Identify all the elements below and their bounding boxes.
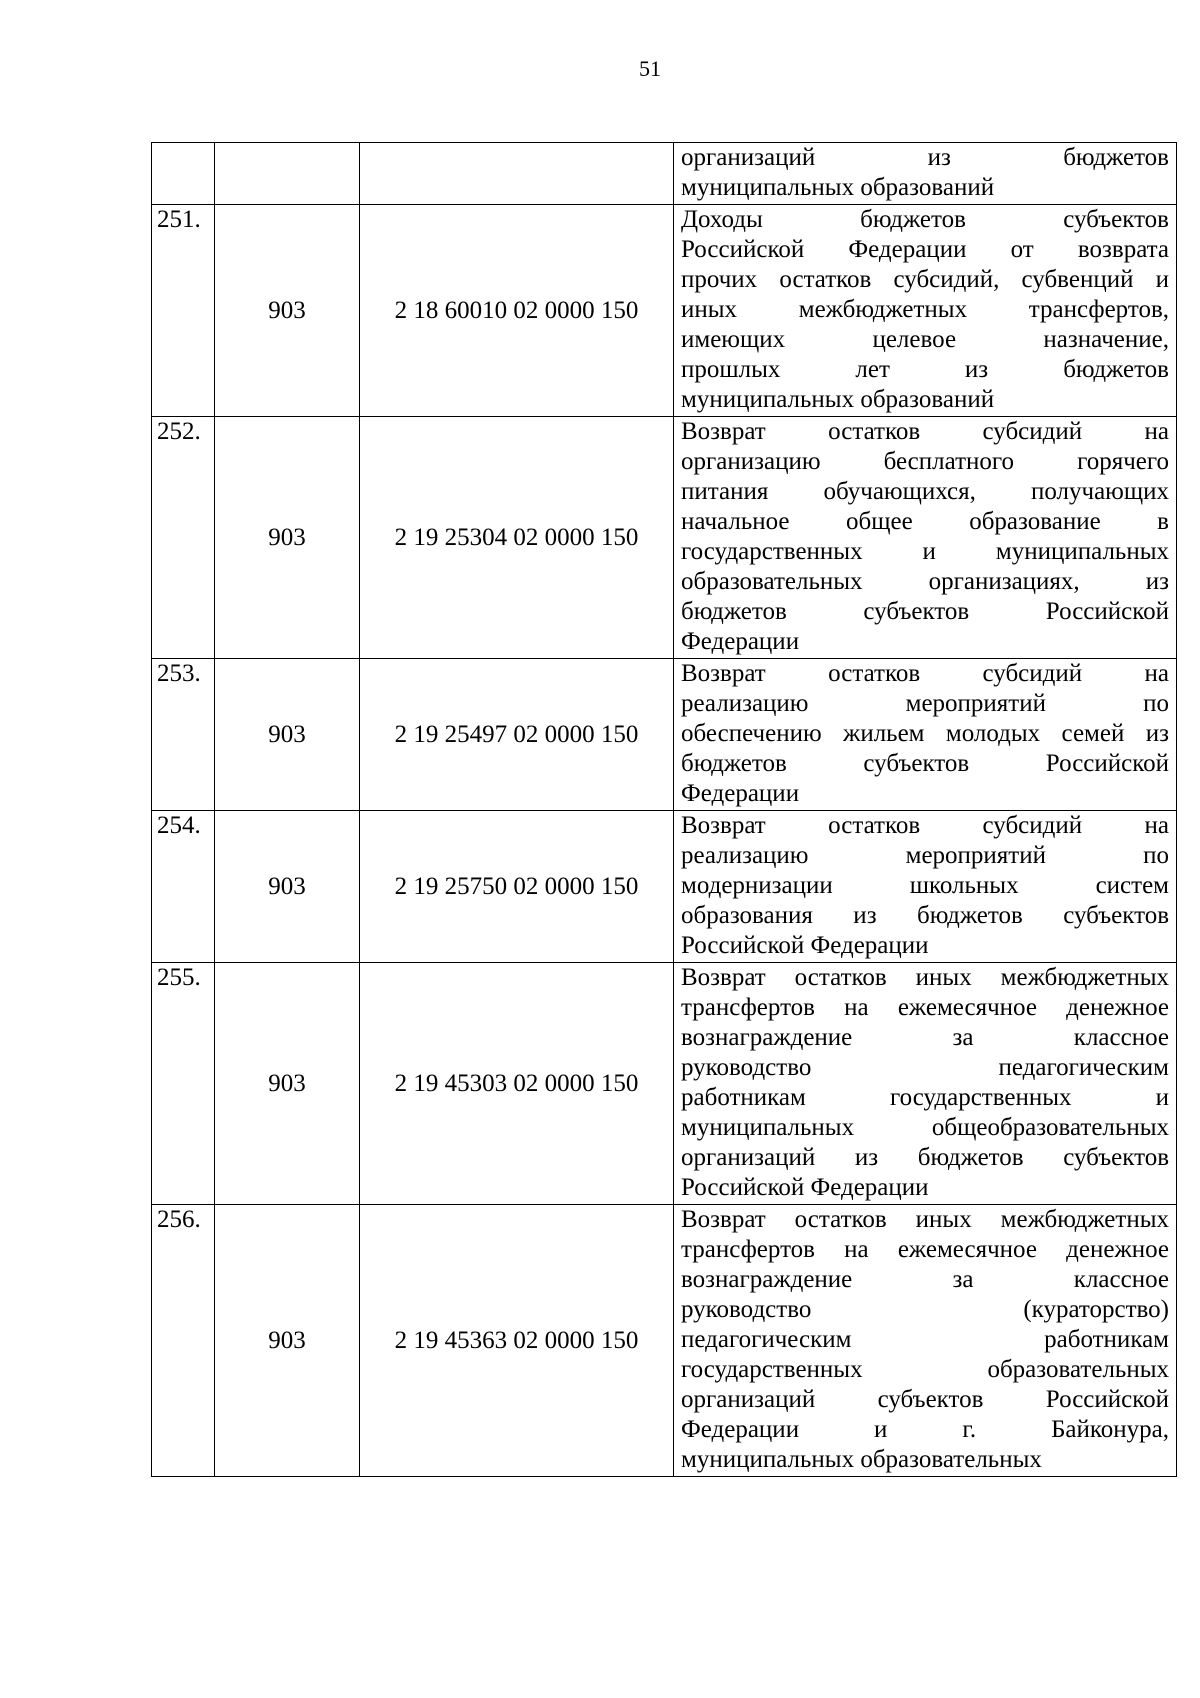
- description-line: начальное общее образование в: [681, 508, 1169, 535]
- description-line: государственных образовательных: [681, 1356, 1169, 1383]
- row-number: 253.: [152, 659, 215, 811]
- description-line: организаций из бюджетов субъектов: [681, 1144, 1169, 1171]
- description-line: организаций субъектов Российской: [681, 1386, 1169, 1413]
- description-line: педагогическим работникам: [681, 1326, 1169, 1353]
- revenue-description: [674, 143, 1177, 205]
- row-number: 255.: [152, 963, 215, 1205]
- description-line: руководство (кураторство): [681, 1296, 1169, 1323]
- revenue-code-table: [151, 142, 1177, 1477]
- revenue-description: [674, 811, 1177, 963]
- description-line: трансфертов на ежемесячное денежное: [681, 994, 1169, 1021]
- description-line: образования из бюджетов субъектов: [681, 902, 1169, 929]
- description-line: организаций из бюджетов: [681, 144, 1169, 171]
- description-line: питания обучающихся, получающих: [681, 478, 1169, 505]
- description-line: Доходы бюджетов субъектов: [681, 206, 1169, 233]
- row-number: 251.: [152, 205, 215, 417]
- description-line: обеспечению жильем молодых семей из: [681, 720, 1169, 747]
- description-line: муниципальных образований: [681, 174, 995, 201]
- budget-classification-code: 2 19 25304 02 0000 150: [360, 417, 674, 659]
- description-line: Возврат остатков субсидий на: [681, 660, 1169, 687]
- description-line: Федерации: [681, 628, 800, 655]
- row-number: [152, 143, 215, 205]
- description-line: модернизации школьных систем: [681, 872, 1169, 899]
- administrator-code: 903: [215, 205, 360, 417]
- budget-classification-code: 2 19 25750 02 0000 150: [360, 811, 674, 963]
- budget-classification-code: [360, 143, 674, 205]
- description-line: Возврат остатков субсидий на: [681, 418, 1169, 445]
- description-line: Федерации: [681, 780, 800, 807]
- table-row: [152, 143, 1177, 205]
- table-body: [152, 143, 1177, 1477]
- revenue-description: [674, 205, 1177, 417]
- table-row: [152, 417, 1177, 659]
- description-line: Российской Федерации от возврата: [681, 236, 1169, 263]
- description-line: Возврат остатков иных межбюджетных: [681, 1206, 1169, 1233]
- budget-classification-code: 2 19 45363 02 0000 150: [360, 1205, 674, 1477]
- description-line: руководство педагогическим: [681, 1054, 1169, 1081]
- revenue-description: [674, 1205, 1177, 1477]
- description-line: иных межбюджетных трансфертов,: [681, 296, 1169, 323]
- description-line: государственных и муниципальных: [681, 538, 1169, 565]
- revenue-description: [674, 417, 1177, 659]
- table-row: [152, 811, 1177, 963]
- budget-classification-code: 2 19 45303 02 0000 150: [360, 963, 674, 1205]
- description-line: бюджетов субъектов Российской: [681, 598, 1169, 625]
- administrator-code: 903: [215, 811, 360, 963]
- description-line: Возврат остатков иных межбюджетных: [681, 964, 1169, 991]
- administrator-code: 903: [215, 963, 360, 1205]
- description-line: бюджетов субъектов Российской: [681, 750, 1169, 777]
- administrator-code: 903: [215, 1205, 360, 1477]
- description-line: работникам государственных и: [681, 1084, 1169, 1111]
- description-line: имеющих целевое назначение,: [681, 326, 1169, 353]
- row-number: 252.: [152, 417, 215, 659]
- description-line: прошлых лет из бюджетов: [681, 356, 1169, 383]
- row-number: 254.: [152, 811, 215, 963]
- description-line: вознаграждение за классное: [681, 1266, 1169, 1293]
- description-line: трансфертов на ежемесячное денежное: [681, 1236, 1169, 1263]
- administrator-code: [215, 143, 360, 205]
- revenue-description: [674, 963, 1177, 1205]
- description-line: образовательных организациях, из: [681, 568, 1169, 595]
- page-number: 51: [639, 56, 661, 81]
- description-line: муниципальных образований: [681, 386, 995, 413]
- description-line: организацию бесплатного горячего: [681, 448, 1169, 475]
- table-row: [152, 1205, 1177, 1477]
- description-line: Российской Федерации: [681, 1174, 929, 1201]
- description-line: Федерации и г. Байконура,: [681, 1416, 1169, 1443]
- table-row: [152, 659, 1177, 811]
- description-line: муниципальных образовательных: [681, 1446, 1042, 1473]
- administrator-code: 903: [215, 659, 360, 811]
- description-line: Российской Федерации: [681, 932, 929, 959]
- description-line: муниципальных общеобразовательных: [681, 1114, 1169, 1141]
- budget-classification-code: 2 19 25497 02 0000 150: [360, 659, 674, 811]
- table-row: [152, 205, 1177, 417]
- administrator-code: 903: [215, 417, 360, 659]
- description-line: прочих остатков субсидий, субвенций и: [681, 266, 1169, 293]
- table-row: [152, 963, 1177, 1205]
- description-line: вознаграждение за классное: [681, 1024, 1169, 1051]
- budget-classification-code: 2 18 60010 02 0000 150: [360, 205, 674, 417]
- description-line: реализацию мероприятий по: [681, 690, 1169, 717]
- description-line: реализацию мероприятий по: [681, 842, 1169, 869]
- row-number: 256.: [152, 1205, 215, 1477]
- revenue-description: [674, 659, 1177, 811]
- description-line: Возврат остатков субсидий на: [681, 812, 1169, 839]
